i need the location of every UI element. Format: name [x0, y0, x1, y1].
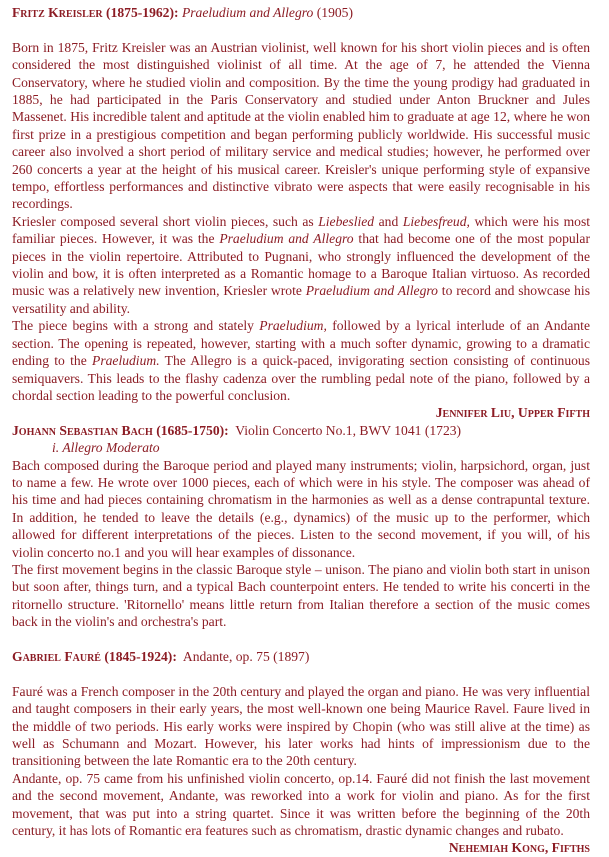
programme-notes: [12, 4, 590, 857]
italic-text: Praeludium.: [92, 353, 160, 369]
piece-title-italic: Praeludium and Allegro: [181, 5, 314, 20]
section-heading: [12, 648, 590, 665]
text: that had become one of the most popular pieces in the violin repertoire. Attributed to Pugnani, who strongly influenced the development of the violin and bow, it is often interpreted as a Romantic homage to a Baroque Italian virtuoso. As recorded music was a relatively new invention, Kriesler wrote: [12, 231, 590, 299]
text: and: [374, 213, 403, 229]
text: Bach composed during the Baroque period and played many instruments; violin, harpsichord, organ, just to name a few. He wrote over 1000 pieces, each of which were in his style. The composer was ahead of his time and had pieces containing chromatism in the harmonies as well as a dense contrapuntal texture. In addition, he tended to leave the details (e.g., dynamics) of the music up to the performer, which allowed for different interpretations of the pieces. Listen to the second movement, if you will, of his violin concerto no.1 and you will hear examples of dissonance.: [12, 457, 590, 560]
paragraph: [12, 561, 590, 631]
piece-title: Violin Concerto No.1, BWV 1041 (1723): [228, 422, 462, 438]
italic-text: Liebeslied: [318, 213, 375, 229]
composer-dates: (1875-1962):: [102, 5, 179, 20]
piece-title: Andante, op. 75 (1897): [176, 649, 310, 664]
spacer: [12, 665, 590, 682]
movement-subtitle: i. Allegro Moderato: [52, 440, 160, 456]
composer-name: Fritz Kreisler: [12, 5, 103, 20]
text: The Allegro is a quick-paced, invigorating section consisting of continuous semiquavers. This leads to the flashy cadenza over the rumbling pedal note of the piano, followed by a chordal section leading to the powerful conclusion.: [12, 353, 591, 403]
text: Born in 1875, Fritz Kreisler was an Austrian violinist, well known for his short violin pieces and is often considered the most distinguished violinist of all time. At the age of 7, he attended the Vienna Conservatory, where he studied violin and composition. By the time the young prodigy had graduated in 1885, he had participated in the Paris Conservatory and studied under Anton Bruckner and Jules Massenet. His incredible talent and aptitude at the violin enabled him to graduate at age 12, where he won first prize in a prestigious competition and began performing publicly worldwide. His successful music career also involved a short period of military service and medical studies; however, he performed over 260 concerts a year at the height of his musical career. Kreisler's unique performing style of expansive tempo, effortless performances and distinctive vibrato were aspects that were easily recognisable in his recordings.: [12, 39, 590, 212]
author-credit: Nehemiah Kong, Fifths: [448, 840, 590, 856]
paragraph: [12, 317, 590, 404]
section-3: [12, 648, 590, 857]
italic-text: Liebesfreud,: [402, 213, 470, 229]
paragraph: [12, 213, 590, 317]
text: to record and showcase his versatility and ability.: [12, 283, 590, 316]
spacer: [12, 21, 590, 38]
paragraph: [12, 770, 590, 840]
composer-dates: (1845-1924):: [100, 649, 177, 664]
piece-year: (1905): [313, 5, 353, 20]
paragraph: [12, 457, 590, 561]
text: The first movement begins in the classic Baroque style – unison. The piano and violin both start in unison but soon after, things turn, and a typical Bach counterpoint enters. He tended to write his concerti in the ritornello structure. 'Ritornello' means little return from Italian therefore a section of the music comes back in the violin's and orchestra's part.: [12, 561, 590, 630]
text: The piece begins with a strong and stately: [12, 318, 260, 334]
paragraph: [12, 683, 590, 770]
spacer: [12, 631, 590, 648]
text: followed by a lyrical interlude of an Andante section. The opening is repeated, however, starting with a much softer dynamic, growing to a dramatic ending to the: [12, 318, 590, 369]
author-credit: Jennifer Liu, Upper Fifth: [435, 405, 590, 421]
composer-name: Johann Sebastian Bach: [12, 422, 153, 438]
text: Andante, op. 75 came from his unfinished violin concerto, op.14. Fauré did not finish the last movement and the second movement, Andante, was reworked into a work for violin and piano. As for the first movement, that was put into a string quartet. Since it was written before the beginning of the 20th century, it has lots of Romantic era features such as chromatism, drastic dynamic changes and rubato.: [12, 770, 590, 839]
italic-text: Praeludium and Allegro: [305, 283, 438, 299]
composer-dates: (1685-1750):: [152, 422, 229, 438]
section-heading: [12, 4, 590, 21]
text: Kriesler composed several short violin pieces, such as: [12, 213, 319, 229]
section-heading: [12, 422, 590, 439]
composer-name: Gabriel Fauré: [12, 649, 101, 664]
section-1: [12, 4, 590, 422]
paragraph: [12, 39, 590, 213]
text: which were his most familiar pieces. However, it was the: [12, 213, 591, 247]
text: Fauré was a French composer in the 20th century and played the organ and piano. He was very influential and taught composers in their early years, the most well-known one being Maurice Ravel. Faure lived in the middle of two periods. His early works were inspired by Chopin (who was still alive at the time) as well as Schumann and Mozart. However, his later works had hints of impressionism due to the transitioning between the late Romantic era to the 20th century.: [12, 683, 590, 769]
section-2: [12, 422, 590, 648]
italic-text: Praeludium,: [259, 318, 327, 334]
italic-text: Praeludium and Allegro: [219, 231, 354, 247]
